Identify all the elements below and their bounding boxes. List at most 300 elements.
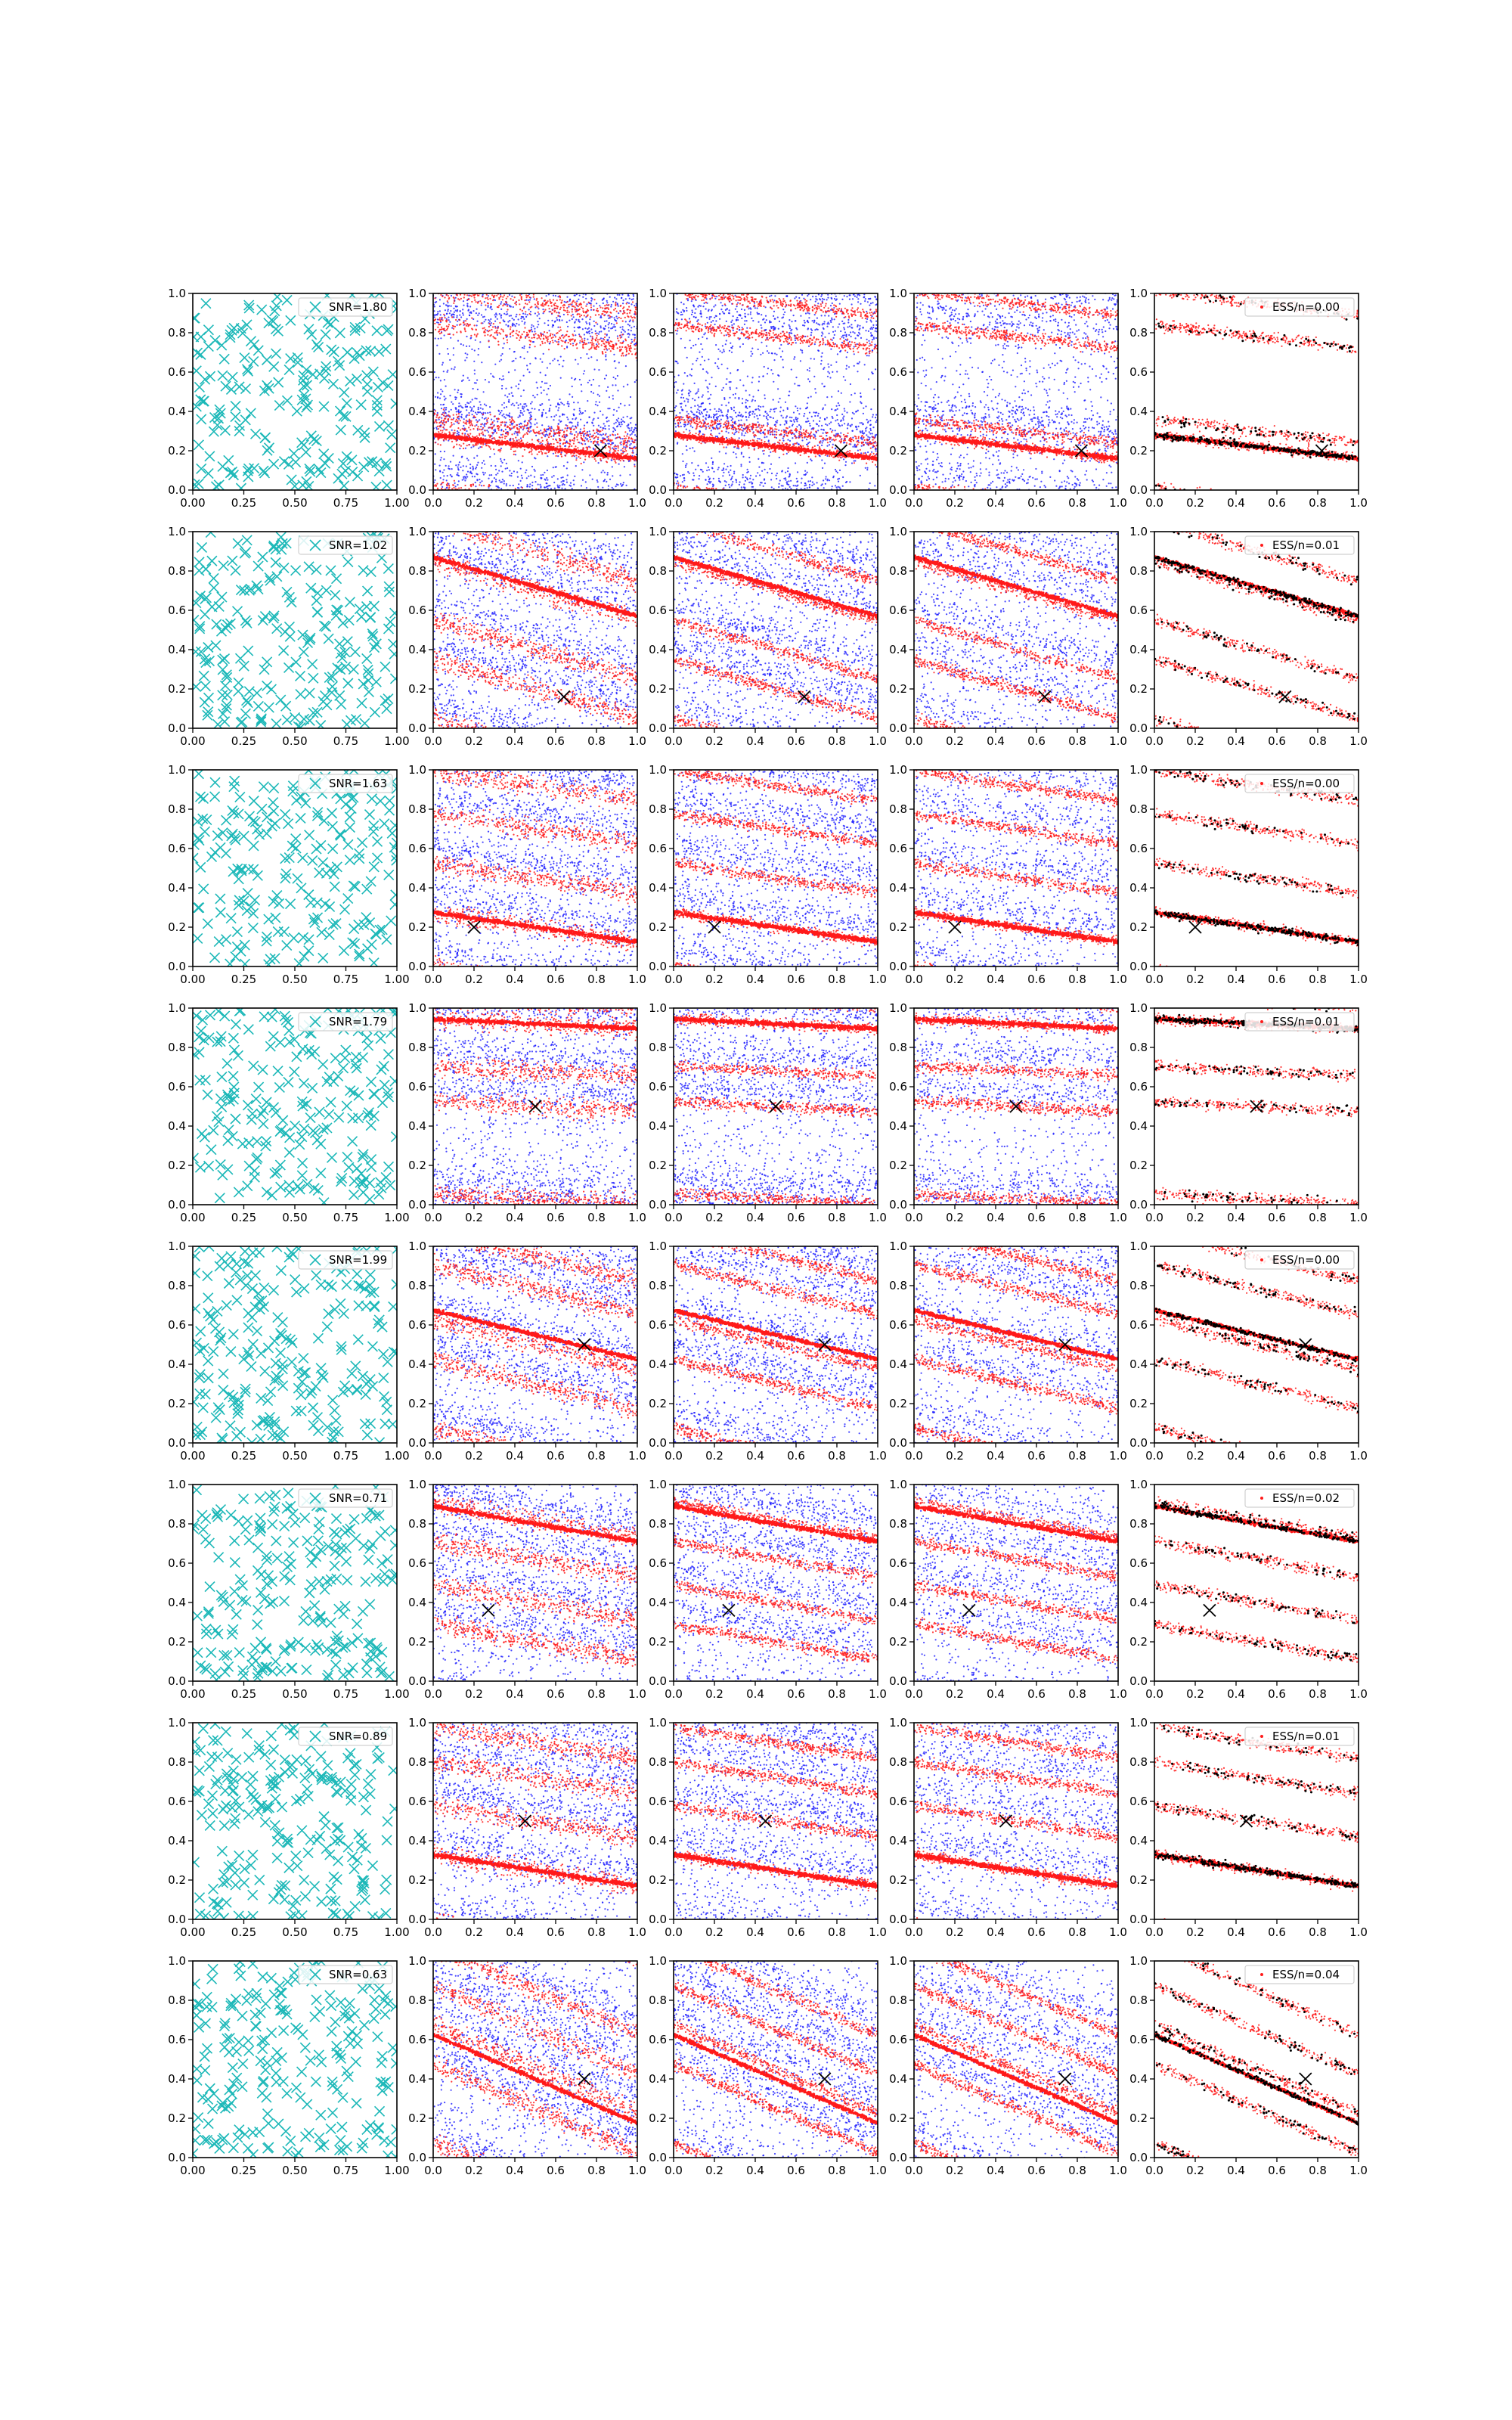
red-sample [566,312,568,313]
red-sample [445,317,446,318]
red-sample [534,304,536,306]
red-sample [500,295,501,296]
blue-sample [481,314,482,315]
blue-sample [837,472,838,473]
red-sample [453,414,454,416]
red-sample [564,336,565,337]
red-sample [434,297,435,299]
blue-sample [624,331,626,333]
blue-sample [724,480,726,482]
blue-sample [615,320,617,321]
blue-sample [605,354,606,355]
blue-sample [559,364,560,365]
blue-sample [518,460,519,461]
red-sample [536,427,538,428]
red-sample [622,352,624,354]
blue-sample [838,486,839,488]
red-sample [557,343,559,345]
red-sample [500,328,502,330]
blue-sample [715,344,717,346]
blue-sample [547,486,548,487]
blue-sample [445,465,447,467]
red-sample [492,299,494,301]
blue-sample [606,420,608,422]
blue-sample [537,394,538,396]
blue-sample [509,412,510,414]
blue-sample [478,448,479,449]
red-sample [586,343,587,345]
blue-sample [695,309,696,310]
blue-sample [620,483,621,485]
blue-sample [559,320,560,321]
red-sample [451,441,453,442]
blue-sample [606,320,607,321]
blue-sample [600,411,601,412]
blue-sample [460,416,462,417]
blue-sample [500,355,502,356]
blue-sample [499,414,500,415]
red-sample [590,306,592,308]
observation-marker [214,480,224,490]
red-sample [581,463,582,464]
blue-sample [593,306,594,307]
red-sample [595,333,596,334]
blue-sample [494,314,496,315]
blue-sample [518,324,519,325]
red-sample [463,296,465,298]
blue-sample [469,464,471,465]
blue-sample [742,476,744,478]
blue-sample [730,386,731,388]
blue-sample [817,430,819,431]
blue-sample [438,377,439,378]
blue-sample [538,324,539,325]
red-sample [630,346,631,347]
blue-sample [533,325,534,327]
blue-sample [520,480,522,482]
blue-sample [693,316,695,318]
blue-sample [798,443,799,445]
red-sample [609,315,610,316]
red-sample [620,349,621,351]
red-sample [537,439,538,441]
sample-points [432,293,639,491]
blue-sample [620,426,621,427]
blue-sample [477,473,479,475]
blue-sample [787,467,789,469]
red-sample [574,340,575,342]
red-sample [469,324,471,325]
blue-sample [617,375,618,377]
blue-sample [798,413,800,414]
observation-marker [324,453,333,463]
red-sample [531,453,533,455]
blue-sample [497,420,498,422]
red-sample [443,408,445,410]
red-sample [576,343,578,345]
red-sample [436,422,438,424]
observation-marker [260,433,270,443]
blue-sample [479,312,480,314]
blue-sample [551,476,553,478]
blue-sample [436,321,438,323]
blue-sample [630,417,631,419]
blue-sample [589,430,590,432]
blue-sample [627,424,629,425]
red-sample [541,451,542,452]
red-sample [624,436,625,437]
red-sample [502,299,503,300]
red-sample [538,431,540,433]
blue-sample [735,309,736,310]
blue-sample [797,410,798,411]
red-sample [634,349,636,350]
blue-sample [509,475,510,476]
red-sample [573,306,575,307]
red-sample [485,423,487,424]
red-sample [437,327,438,328]
blue-sample [782,359,783,361]
blue-sample [567,403,569,405]
blue-sample [820,296,822,297]
observation-marker [342,399,352,408]
red-sample [440,484,442,486]
red-sample [634,317,636,318]
blue-sample [437,311,438,312]
blue-sample [623,386,624,387]
red-sample [573,442,575,444]
blue-sample [553,467,554,468]
red-sample [507,296,509,297]
red-sample [522,426,523,427]
x-tick-label: 0.0 [424,496,442,510]
blue-sample [500,412,501,414]
blue-sample [512,423,513,424]
blue-sample [570,482,572,484]
red-sample [593,345,594,346]
red-sample [560,454,562,455]
red-sample [504,436,506,437]
red-sample [488,434,490,436]
blue-sample [489,406,491,408]
red-sample [578,306,579,307]
blue-sample [580,357,581,358]
blue-sample [677,442,678,443]
red-band-sample [564,448,566,451]
blue-sample [631,303,632,305]
red-sample [623,310,624,312]
red-sample [516,301,517,302]
blue-sample [456,411,457,412]
red-sample [610,312,612,314]
blue-sample [442,479,444,480]
blue-sample [546,482,547,484]
blue-sample [684,347,686,349]
red-sample [563,432,565,433]
red-sample [632,301,634,302]
red-sample [492,336,494,337]
blue-sample [829,441,831,442]
blue-sample [849,401,850,402]
red-sample [635,307,637,309]
blue-sample [625,321,627,322]
blue-sample [447,348,448,349]
red-sample [595,340,596,341]
red-band-sample [468,439,470,441]
blue-sample [697,319,699,321]
red-sample [453,328,454,330]
blue-sample [462,309,463,310]
blue-sample [582,412,584,414]
blue-sample [756,415,758,417]
blue-sample [484,316,485,318]
blue-sample [539,318,541,319]
blue-sample [815,296,816,297]
red-sample [521,296,522,298]
observation-marker [197,464,206,473]
blue-sample [543,353,544,355]
blue-sample [469,306,471,307]
red-sample [587,434,589,436]
blue-sample [574,322,575,324]
red-sample [571,315,572,316]
red-sample [543,431,544,433]
blue-sample [518,388,519,389]
red-sample [626,354,627,355]
red-sample [570,343,572,345]
blue-sample [522,412,523,414]
blue-sample [500,488,502,489]
red-sample [556,305,557,306]
red-sample [491,334,492,336]
blue-sample [567,401,569,402]
red-sample [553,443,555,445]
red-sample [511,417,513,419]
red-sample [576,436,578,438]
red-sample [594,433,596,434]
red-sample [510,333,511,334]
blue-sample [575,359,576,361]
blue-sample [476,419,477,420]
blue-sample [465,352,466,354]
blue-sample [580,429,581,430]
blue-sample [564,301,565,302]
blue-sample [462,312,463,314]
blue-sample [730,407,732,408]
blue-sample [579,431,581,433]
blue-sample [875,330,876,332]
panel-observations-row-1 [168,287,410,510]
red-sample [540,433,541,434]
blue-sample [762,352,764,354]
blue-sample [567,418,569,420]
red-sample [543,335,544,337]
red-sample [610,340,612,342]
red-band-sample [513,443,515,445]
blue-sample [530,475,531,476]
blue-sample [514,369,516,371]
blue-sample [857,450,859,451]
blue-sample [557,409,559,411]
red-sample [469,433,471,435]
red-sample [523,306,525,308]
blue-sample [442,486,443,488]
red-sample [464,434,466,436]
red-band-sample [546,445,548,448]
red-band-sample [438,437,440,439]
red-sample [608,446,609,448]
blue-sample [556,319,558,321]
blue-sample [615,430,616,431]
blue-sample [557,455,559,457]
blue-sample [599,331,600,333]
blue-sample [479,482,481,483]
blue-sample [439,306,441,307]
red-sample [621,355,622,356]
red-sample [442,430,443,431]
blue-sample [540,372,541,374]
red-sample [625,340,627,341]
blue-sample [795,340,796,341]
blue-sample [736,448,738,449]
red-sample [569,443,571,445]
blue-sample [525,420,526,422]
blue-sample [510,475,512,476]
red-sample [516,428,518,430]
blue-sample [875,436,876,437]
blue-sample [814,388,816,389]
blue-sample [604,479,606,480]
red-sample [482,296,484,297]
blue-sample [466,336,467,337]
red-band-sample [460,439,463,441]
blue-sample [676,392,677,393]
blue-sample [474,398,476,399]
blue-sample [447,302,448,303]
red-sample [477,295,479,296]
blue-sample [511,296,513,297]
blue-sample [692,447,693,448]
blue-sample [694,399,696,401]
red-sample [537,306,538,308]
red-sample [531,439,533,440]
blue-sample [720,350,721,352]
blue-sample [531,324,532,326]
blue-sample [625,298,627,299]
red-sample [574,302,575,303]
blue-sample [796,481,798,482]
blue-sample [812,320,813,321]
red-sample [516,440,518,442]
red-sample [488,299,489,300]
red-sample [462,428,463,430]
red-band-sample [495,440,497,442]
red-sample [479,300,481,302]
blue-sample [584,410,586,411]
blue-sample [868,340,869,342]
red-sample [582,308,584,309]
red-sample [474,425,476,427]
red-sample [538,337,540,339]
blue-sample [434,316,435,318]
blue-sample [466,409,467,411]
red-band-sample [510,444,512,446]
blue-sample [623,330,624,331]
blue-sample [458,464,460,466]
red-sample [497,341,499,343]
red-sample [463,448,464,449]
blue-sample [569,403,570,405]
red-sample [451,424,453,426]
blue-sample [572,425,574,427]
blue-sample [538,484,539,486]
blue-sample [826,417,828,418]
blue-sample [470,312,472,314]
red-sample [578,309,580,310]
red-sample [541,304,542,306]
red-sample [437,488,438,489]
red-sample [565,342,566,343]
red-sample [502,434,503,436]
red-sample [438,428,439,430]
blue-sample [463,465,464,467]
red-sample [584,340,585,341]
blue-sample [522,313,524,315]
red-sample [584,439,585,441]
blue-sample [691,462,692,464]
red-band-sample [547,448,550,450]
blue-sample [755,475,757,476]
blue-sample [482,408,484,410]
blue-sample [695,344,696,346]
blue-sample [623,446,624,448]
observation-marker [314,464,324,474]
blue-sample [523,375,525,377]
red-sample [440,430,442,431]
red-sample [582,346,584,348]
blue-sample [599,305,600,306]
observation-marker [339,481,349,491]
blue-sample [586,422,587,424]
blue-sample [618,417,619,419]
red-sample [596,308,598,309]
blue-sample [770,479,772,480]
red-sample [550,311,551,312]
blue-sample [634,337,636,339]
blue-sample [455,297,457,299]
red-sample [597,341,599,343]
red-sample [482,444,484,445]
red-sample [438,319,440,321]
blue-sample [603,423,605,424]
blue-sample [781,470,782,472]
red-sample [591,341,593,343]
red-sample [507,434,509,436]
blue-sample [609,396,610,398]
blue-sample [516,323,517,324]
blue-sample [539,404,541,405]
red-sample [443,414,445,416]
blue-sample [569,433,571,434]
blue-sample [868,355,869,356]
y-tick-label: 0.2 [408,444,426,458]
blue-sample [500,458,501,460]
blue-sample [821,331,823,333]
blue-sample [843,415,844,417]
blue-sample [817,329,819,330]
red-sample [566,301,568,302]
red-sample [613,458,615,460]
